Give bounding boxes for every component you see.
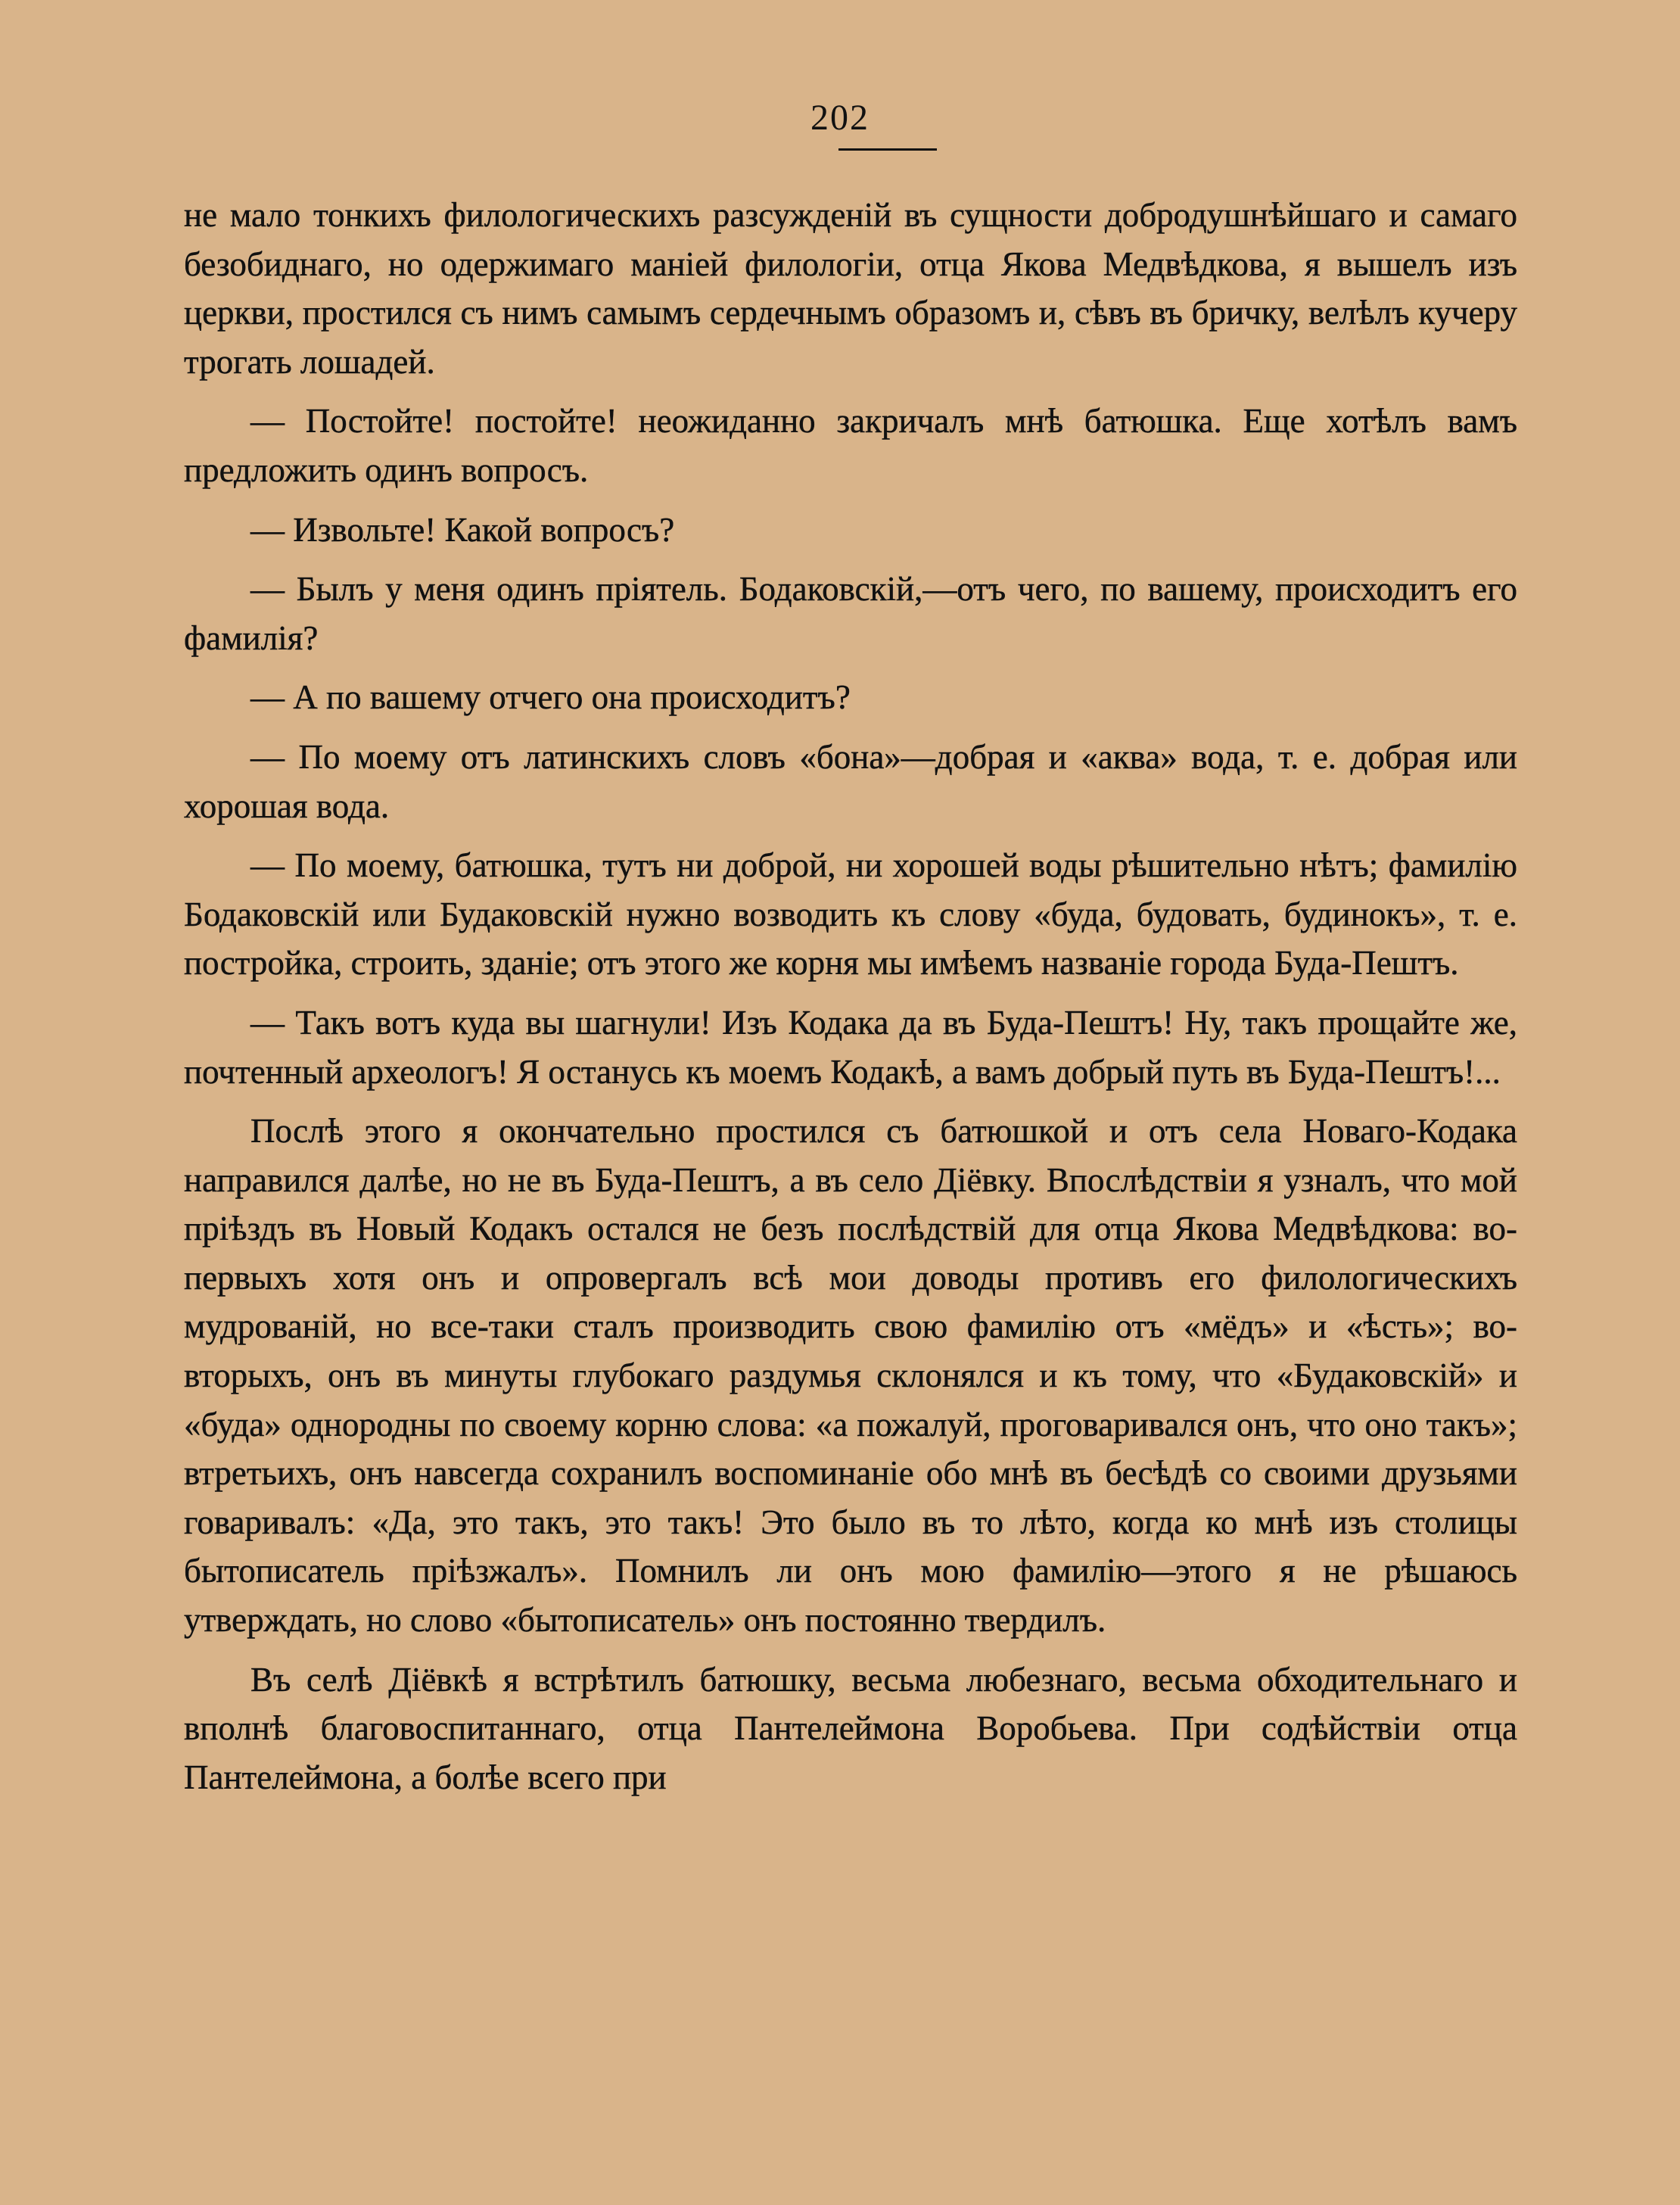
paragraph: — Такъ вотъ куда вы шагнули! Изъ Кодака да въ Буда-Пештъ! Ну, такъ прощайте же, почтенный археологъ! Я останусь къ моемъ Кодакѣ, а вамъ добрый путь въ Буда-Пештъ!... [184,1003,1517,1091]
paragraph: — А по вашему отчего она происходитъ? [250,678,851,717]
paragraph: Въ селѣ Діёвкѣ я встрѣтилъ батюшку, весьма любезнаго, весьма обходительнаго и вполнѣ благовоспитаннаго, отца Пантелеймона Воробьева. При содѣйствіи отца Пантелеймона, а болѣе всего при [184,1660,1517,1796]
page-body-text [184,191,1517,1802]
paragraph: — Извольте! Какой вопросъ? [250,510,675,549]
paragraph: не мало тонкихъ филологическихъ разсужденій въ сущности добродушнѣйшаго и самаго безобиднаго, но одержимаго маніей филологіи, отца Якова Медвѣдкова, я вышелъ изъ церкви, простился съ нимъ самымъ сердечнымъ образомъ и, сѣвъ въ бричку, велѣлъ кучеру трогать лошадей. [184,196,1517,381]
page-number: 202 [810,98,870,138]
paragraph: — Постойте! постойте! неожиданно закричалъ мнѣ батюшка. Еще хотѣлъ вамъ предложить одинъ вопросъ. [184,402,1517,489]
paragraph: — По моему, батюшка, тутъ ни доброй, ни хорошей воды рѣшительно нѣтъ; фамилію Бодаковскій или Будаковскій нужно возводить къ слову «буда, будовать, будинокъ», т. е. постройка, строить, зданіе; отъ этого же корня мы имѣемъ названіе города Буда-Пештъ. [184,846,1517,983]
page-number-rule [838,148,937,151]
paragraph: Послѣ этого я окончательно простился съ батюшкой и отъ села Новаго-Кодака направился далѣе, но не въ Буда-Пештъ, а въ село Діёвку. Впослѣдствіи я узналъ, что мой пріѣздъ въ Новый Кодакъ остался не безъ послѣдствій для отца Якова Медвѣдкова: во-первыхъ хотя онъ и опровергалъ всѣ мои доводы противъ его филологическихъ мудрованій, но все-таки сталъ производить свою фамилію отъ «мёдъ» и «ѣсть»; во-вторыхъ, онъ въ минуты глубокаго раздумья склонялся и къ тому, что «Будаковскій» и «буда» однородны по своему корню слова: «а пожалуй, проговаривался онъ, что оно такъ»; втретьихъ, онъ навсегда сохранилъ воспоминаніе обо мнѣ въ бесѣдѣ со своими друзьями говаривалъ: «Да, это такъ, это такъ! Это было въ то лѣто, когда ко мнѣ изъ столицы бытописатель пріѣзжалъ». Помнилъ ли онъ мою фамилію—этого я не рѣшаюсь утверждать, но слово «бытописатель» онъ постоянно твердилъ. [184,1112,1517,1640]
paragraph: — По моему отъ латинскихъ словъ «бона»—добрая и «аква» вода, т. е. добрая или хорошая вода. [184,737,1517,825]
paragraph: — Былъ у меня одинъ пріятель. Бодаковскій,—отъ чего, по вашему, происходитъ его фамилія? [184,570,1517,657]
